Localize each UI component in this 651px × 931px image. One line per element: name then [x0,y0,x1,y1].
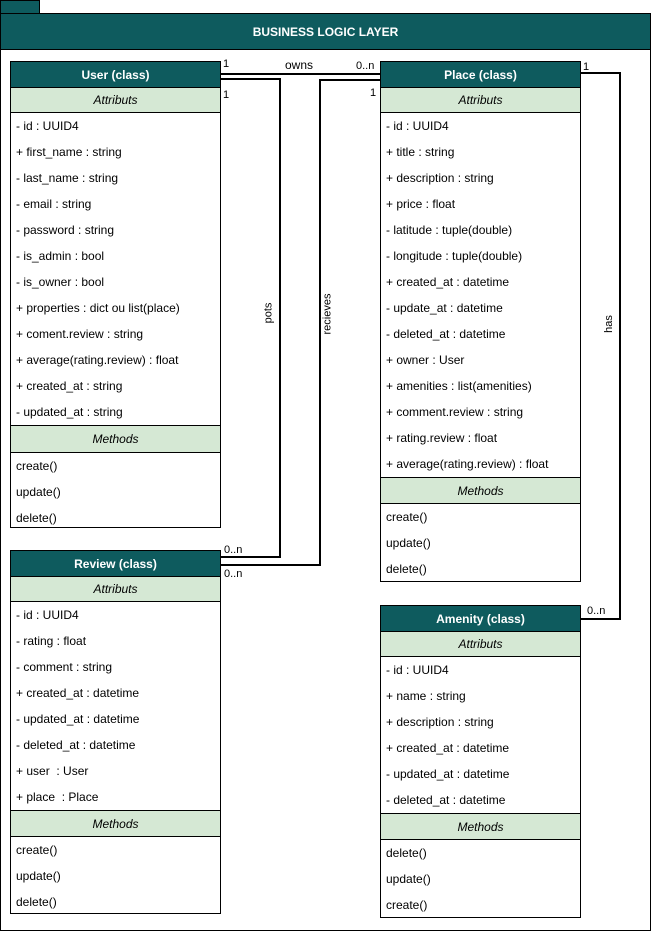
review-attribute: + created_at : datetime [16,686,140,700]
pots-target-multiplicity: 0..n [224,544,243,556]
amenity-class-title: Amenity (class) [381,606,580,632]
amenity-attributes-header: Attributs [381,632,580,657]
amenity-attribute: + created_at : datetime [386,741,510,755]
user-attribute: - last_name : string [16,171,119,185]
place-class-title: Place (class) [381,62,580,88]
user-attribute: - is_owner : bool [16,275,105,289]
place-attribute: - deleted_at : datetime [386,327,506,341]
user-attribute: - password : string [16,223,115,237]
has-line [580,73,620,619]
recieves-label: recieves [321,293,334,335]
user-attribute: - updated_at : string [16,405,123,419]
place-attribute: + average(rating.review) : float [386,457,549,471]
review-class[interactable] [10,550,221,914]
amenity-method: delete() [386,846,427,860]
user-class[interactable] [10,61,221,528]
review-attribute: - comment : string [16,660,113,674]
review-class-title: Review (class) [11,551,220,577]
amenity-method: update() [386,872,431,886]
review-attribute: - rating : float [16,634,87,648]
place-attribute: + price : float [386,197,456,211]
review-attribute: - updated_at : datetime [16,712,140,726]
user-attribute: - email : string [16,197,92,211]
review-attribute: + user : User [16,764,89,778]
place-attribute: - longitude : tuple(double) [386,249,523,263]
user-attribute: - is_admin : bool [16,249,105,263]
user-attribute: + coment.review : string [16,327,144,341]
owns-source-multiplicity: 1 [223,58,230,70]
pots-label: pots [262,302,275,324]
place-attribute: + title : string [386,145,455,159]
owns-label: owns [285,58,314,72]
place-class[interactable] [380,61,581,582]
user-method: create() [16,459,58,473]
review-method: update() [16,869,61,883]
place-method: create() [386,510,428,524]
user-attribute: + created_at : string [16,379,123,393]
review-methods-header: Methods [11,810,220,837]
place-attribute: + comment.review : string [386,405,524,419]
place-attribute: + description : string [386,171,494,185]
has-source-multiplicity: 1 [583,61,590,73]
place-methods-header: Methods [381,477,580,504]
package-title: BUSINESS LOGIC LAYER [0,13,651,50]
place-attribute: - latitude : tuple(double) [386,223,513,237]
user-attribute: + average(rating.review) : float [16,353,179,367]
review-attributes-header: Attributs [11,577,220,602]
user-attribute: - id : UUID4 [16,119,79,133]
place-attribute: + owner : User [386,353,465,367]
place-attribute: + created_at : datetime [386,275,510,289]
user-attributes-header: Attributs [11,88,220,113]
review-attribute: + place : Place [16,790,99,804]
has-label: has [602,315,615,333]
place-method: update() [386,536,431,550]
recieves-target-multiplicity: 0..n [224,568,243,580]
review-method: create() [16,843,58,857]
amenity-attribute: + name : string [386,689,466,703]
review-method: delete() [16,895,57,909]
review-attribute: - deleted_at : datetime [16,738,136,752]
place-attribute: + amenities : list(amenities) [386,379,532,393]
amenity-attribute: - id : UUID4 [386,663,449,677]
user-attribute: + first_name : string [16,145,122,159]
amenity-attribute: + description : string [386,715,494,729]
place-attribute: - id : UUID4 [386,119,449,133]
user-method: update() [16,485,61,499]
user-attribute: + properties : dict ou list(place) [16,301,180,315]
place-attribute: + rating.review : float [386,431,498,445]
place-method: delete() [386,562,427,576]
user-methods-header: Methods [11,425,220,453]
amenity-attribute: - updated_at : datetime [386,767,510,781]
place-attribute: - update_at : datetime [386,301,503,315]
recieves-line [220,80,380,565]
recieves-source-multiplicity: 1 [370,87,377,99]
owns-target-multiplicity: 0..n [356,60,375,72]
review-attribute: - id : UUID4 [16,608,79,622]
amenity-method: create() [386,898,428,912]
amenity-class[interactable] [380,605,581,918]
amenity-attribute: - deleted_at : datetime [386,793,506,807]
has-target-multiplicity: 0..n [587,605,606,617]
user-method: delete() [16,511,57,525]
user-class-title: User (class) [11,62,220,88]
place-attributes-header: Attributs [381,88,580,113]
amenity-methods-header: Methods [381,813,580,840]
pots-source-multiplicity: 1 [223,89,230,101]
